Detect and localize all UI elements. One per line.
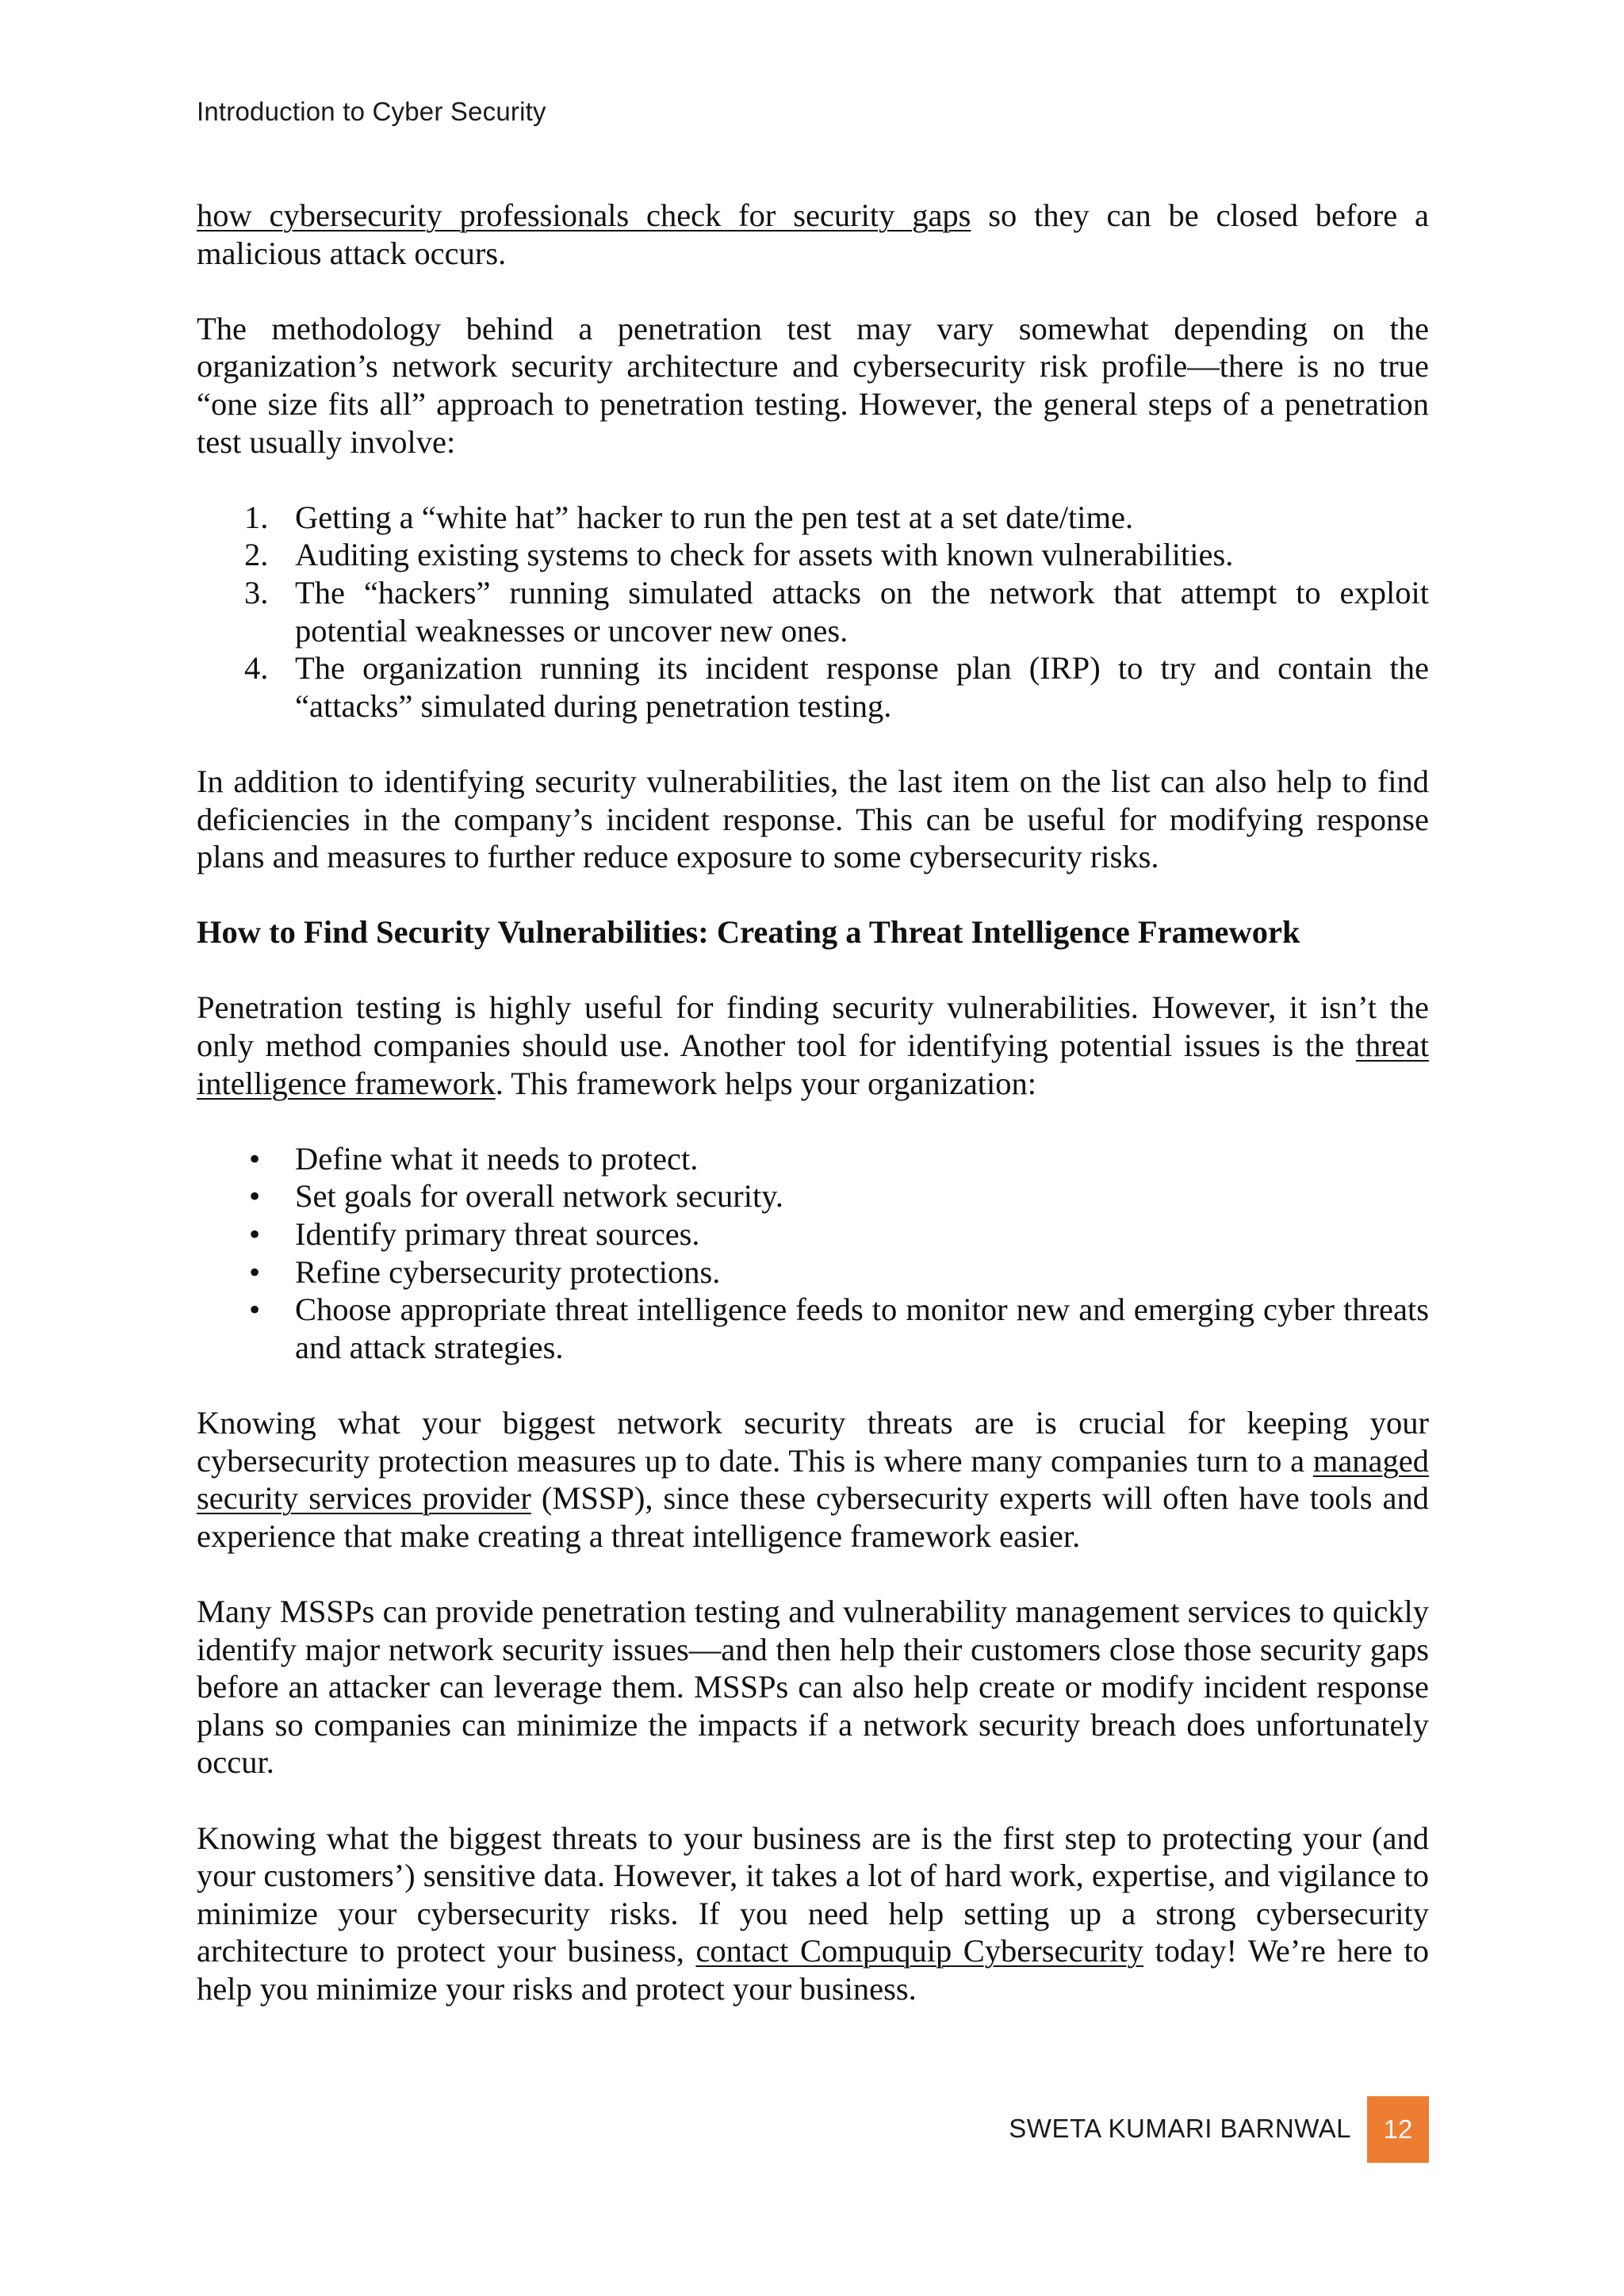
list-item <box>197 536 1429 574</box>
framework-bullet-list <box>197 1140 1429 1367</box>
running-header: Introduction to Cyber Security <box>197 97 546 126</box>
penetration-steps-list <box>197 499 1429 725</box>
list-item-text: Set goals for overall network security. <box>295 1178 783 1215</box>
page-content <box>197 197 1429 2045</box>
list-item <box>197 1291 1429 1366</box>
list-item-text: Refine cybersecurity protections. <box>295 1253 721 1290</box>
paragraph-mssp-text-end: (MSSP), since these cybersecurity experts will often have tools and experience that make creating a threat intelligence framework easier. <box>197 1480 1429 1554</box>
list-item <box>197 574 1429 649</box>
list-item-text: Choose appropriate threat intelligence feeds to monitor new and emerging cyber threats and attack strategies. <box>295 1292 1429 1365</box>
list-number: 1. <box>244 499 269 535</box>
list-item-text: Define what it needs to protect. <box>295 1140 699 1177</box>
bullet-icon: • <box>249 1292 261 1328</box>
link-managed-security-services-provider[interactable]: managed security services provider <box>197 1442 1429 1517</box>
paragraph-closing-text: Knowing what the biggest threats to your business are is the first step to protecting your (and your customers’) sensitive data. However, it takes a lot of hard work, expertise, and vigilance to minimize your cybersecurity risks. If you need help setting up a strong cybersecurity architecture to protect your business, <box>197 1820 1429 1969</box>
paragraph-intro-text: so they can be closed before a malicious attack occurs. <box>197 197 1429 271</box>
list-item <box>197 1177 1429 1215</box>
list-number: 3. <box>244 574 269 610</box>
link-threat-intelligence-framework[interactable]: threat intelligence framework <box>197 1027 1429 1101</box>
list-item <box>197 499 1429 537</box>
bullet-icon: • <box>249 1216 261 1253</box>
paragraph-framework <box>197 989 1429 1102</box>
paragraph-mssp-services: Many MSSPs can provide penetration testing and vulnerability management services to quickly identify major network security issues—and then help their customers close those security gaps before an attacker can leverage them. MSSPs can also help create or modify incident response plans so companies can minimize the impacts if a network security breach does unfortunately occur. <box>197 1593 1429 1781</box>
paragraph-closing <box>197 1820 1429 2008</box>
list-item-text: The “hackers” running simulated attacks on the network that attempt to exploit potential weaknesses or uncover new ones. <box>295 574 1429 649</box>
paragraph-mssp-text: Knowing what your biggest network security threats are is crucial for keeping your cybersecurity protection measures up to date. This is where many companies turn to a <box>197 1405 1429 1479</box>
bullet-icon: • <box>249 1178 261 1215</box>
page-number-badge: 12 <box>1367 2096 1429 2163</box>
paragraph-framework-text: Penetration testing is highly useful for finding security vulnerabilities. However, it isn’t the only method companies should use. Another tool for identifying potential issues is the <box>197 989 1429 1064</box>
list-number: 4. <box>244 650 269 687</box>
bullet-icon: • <box>249 1253 261 1290</box>
paragraph-methodology: The methodology behind a penetration test may vary somewhat depending on the organization’s network security architecture and cybersecurity risk profile—there is no true “one size fits all” approach to penetration testing. However, the general steps of a penetration test usually involve: <box>197 310 1429 460</box>
paragraph-incident-response: In addition to identifying security vulnerabilities, the last item on the list can also help to find deficiencies in the company’s incident response. This can be useful for modifying response plans and measures to further reduce exposure to some cybersecurity risks. <box>197 763 1429 875</box>
list-item-text: Auditing existing systems to check for assets with known vulnerabilities. <box>295 537 1234 573</box>
list-item <box>197 1140 1429 1178</box>
paragraph-intro <box>197 197 1429 272</box>
list-item <box>197 1253 1429 1292</box>
paragraph-mssp <box>197 1404 1429 1555</box>
list-item <box>197 649 1429 725</box>
footer-author: SWETA KUMARI BARNWAL <box>1009 2114 1351 2143</box>
list-item-text: Getting a “white hat” hacker to run the pen test at a set date/time. <box>295 499 1134 535</box>
bullet-icon: • <box>249 1140 261 1177</box>
list-item <box>197 1215 1429 1253</box>
list-item-text: The organization running its incident response plan (IRP) to try and contain the “attacks” simulated during penetration testing. <box>295 650 1429 724</box>
paragraph-closing-text-end: today! We’re here to help you minimize your risks and protect your business. <box>197 1933 1429 2007</box>
section-heading: How to Find Security Vulnerabilities: Creating a Threat Intelligence Framework <box>197 914 1300 951</box>
list-item-text: Identify primary threat sources. <box>295 1216 700 1253</box>
paragraph-framework-text-end: . This framework helps your organization: <box>495 1065 1037 1101</box>
link-security-gaps[interactable]: how cybersecurity professionals check for security gaps <box>197 197 971 233</box>
list-number: 2. <box>244 537 269 573</box>
link-contact-compuquip[interactable]: contact Compuquip Cybersecurity <box>695 1933 1143 1969</box>
